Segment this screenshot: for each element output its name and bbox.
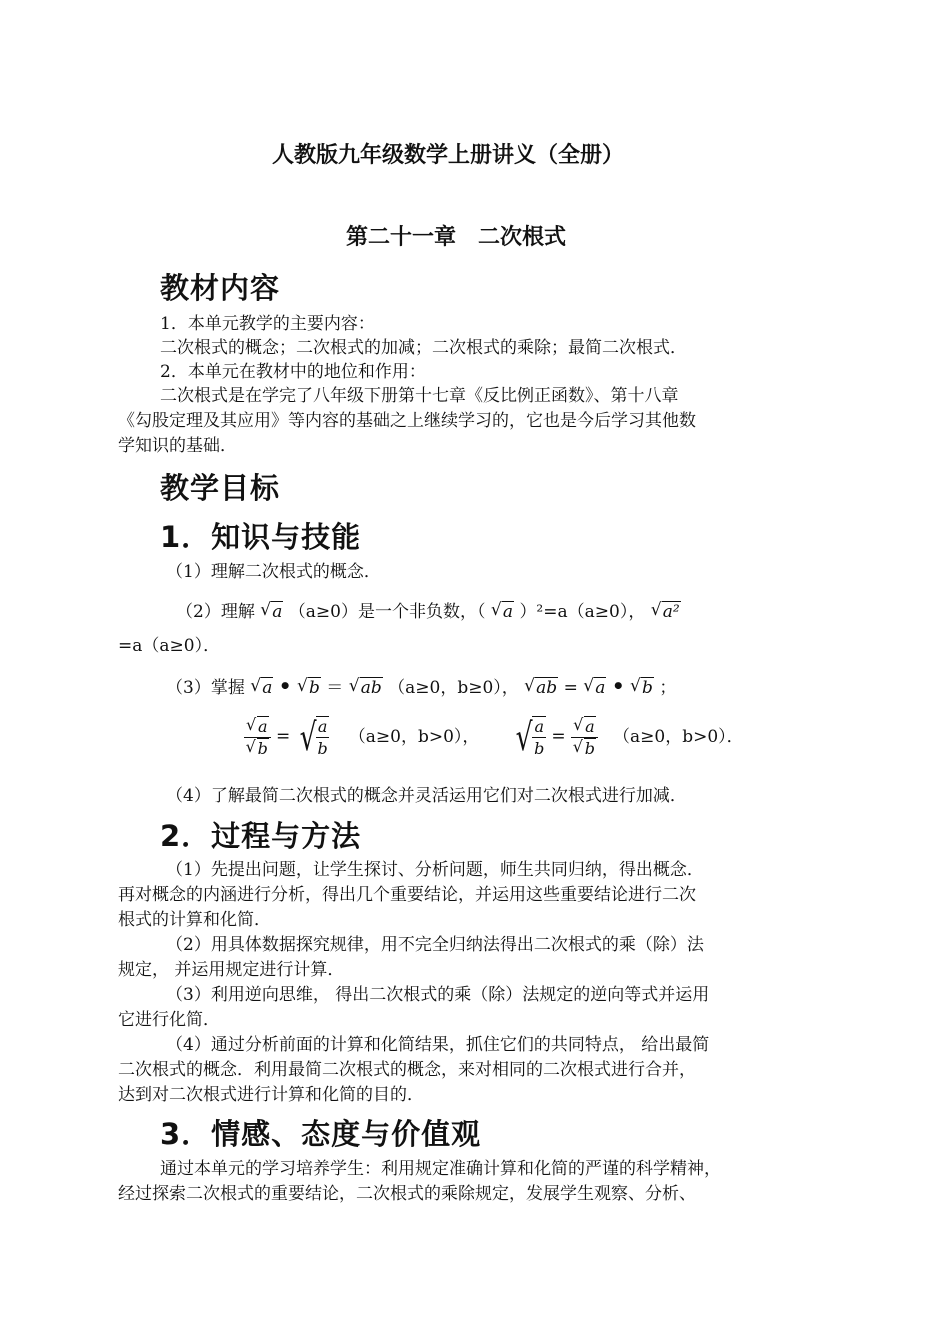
document-title: 人教版九年级数学上册讲义（全册） <box>272 143 625 168</box>
sqrt-a: √ a <box>583 676 606 701</box>
sqrt-b: √ b <box>297 676 321 701</box>
paragraph-line: 二次根式是在学完了八年级下册第十七章《反比例正函数》、第十八章 <box>160 386 679 406</box>
paragraph-line: （1）先提出问题，让学生探讨、分析问题，师生共同归纳，得出概念． <box>166 860 704 880</box>
paragraph-line: 学知识的基础． <box>118 436 237 456</box>
paragraph-line: （3）利用逆向思维， 得出二次根式的乘（除）法规定的逆向等式并运用 <box>166 985 710 1005</box>
sqrt-a-squared: √ a² <box>651 600 681 625</box>
sqrt-a: √ a <box>260 600 283 625</box>
fraction-sqrt-a-over-sqrt-b: √ a √ b <box>571 717 598 758</box>
paragraph-line: 经过探索二次根式的重要结论，二次根式的乘除规定，发展学生观察、分析、 <box>118 1184 696 1204</box>
sqrt-ab: √ ab <box>524 676 558 701</box>
paragraph-line: （2）用具体数据探究规律，用不完全归纳法得出二次根式的乘（除）法 <box>166 935 704 955</box>
goal-item-2-cont: =a（a≥0）． <box>118 636 221 656</box>
sqrt-ab: √ ab <box>349 676 383 701</box>
paragraph-line: 达到对二次根式进行计算和化简的目的． <box>118 1085 424 1105</box>
subheading-knowledge: 1．知识与技能 <box>160 520 362 554</box>
paragraph-line: 规定， 并运用规定进行计算． <box>118 960 345 980</box>
goal-item-3: （3）掌握 √ a • √ b ＝ √ ab （a≥0，b≥0）， √ ab = √ a • √ b ； <box>166 674 676 701</box>
chapter-title: 第二十一章 二次根式 <box>346 225 567 250</box>
section-heading-goals: 教学目标 <box>160 471 281 505</box>
paragraph-line: 二次根式的概念．利用最简二次根式的概念，来对相同的二次根式进行合并， <box>118 1060 696 1080</box>
paragraph-line: 根式的计算和化简． <box>118 910 271 930</box>
goal-text: （a≥0）是一个非负数，（ <box>288 602 486 622</box>
goal-item-4: （4）了解最简二次根式的概念并灵活运用它们对二次根式进行加减． <box>166 786 687 806</box>
sqrt-a-over-b: √ $\frac{a}{b}$ <box>515 715 545 759</box>
multiply-dot: • <box>278 674 292 698</box>
fraction-sqrt-a-over-sqrt-b: √ a √ b <box>244 717 271 758</box>
paragraph-line: 再对概念的内涵进行分析，得出几个重要结论，并运用这些重要结论进行二次 <box>118 885 696 905</box>
sqrt-b: √ b <box>630 676 654 701</box>
section-heading-content: 教材内容 <box>160 271 281 305</box>
sqrt-a: √ a <box>250 676 273 701</box>
paragraph-line: 它进行化简． <box>118 1010 220 1030</box>
goal-item-3-fractions: √ a √ b = √ $\frac{a}{b}$ （a≥0，b>0）， √ $\frac{a}{b}$ = √ a √ b （a≥0，b>0）． <box>244 716 744 758</box>
subheading-process: 2．过程与方法 <box>160 819 362 853</box>
multiply-dot: • <box>611 674 625 698</box>
paragraph-line: 《勾股定理及其应用》等内容的基础之上继续学习的，它也是今后学习其他数 <box>118 411 696 431</box>
paragraph-line: 1．本单元教学的主要内容： <box>160 314 375 334</box>
sqrt-a: √ a <box>491 600 514 625</box>
paragraph-line: （4）通过分析前面的计算和化简结果，抓住它们的共同特点， 给出最简 <box>166 1035 710 1055</box>
sqrt-a-over-b: √ $\frac{a}{b}$ <box>299 715 328 759</box>
paragraph-line: 2．本单元在教材中的地位和作用： <box>160 362 426 382</box>
goal-item-1: （1）理解二次根式的概念． <box>166 562 381 582</box>
goal-text: （2）理解 <box>176 602 255 622</box>
goal-item-2 <box>176 600 681 625</box>
paragraph-line: 通过本单元的学习培养学生：利用规定准确计算和化简的严谨的科学精神， <box>160 1159 721 1179</box>
subheading-values: 3．情感、态度与价值观 <box>160 1117 482 1151</box>
paragraph-line: 二次根式的概念；二次根式的加减；二次根式的乘除；最简二次根式． <box>160 338 687 358</box>
goal-text: ）²=a（a≥0）， <box>519 602 646 622</box>
